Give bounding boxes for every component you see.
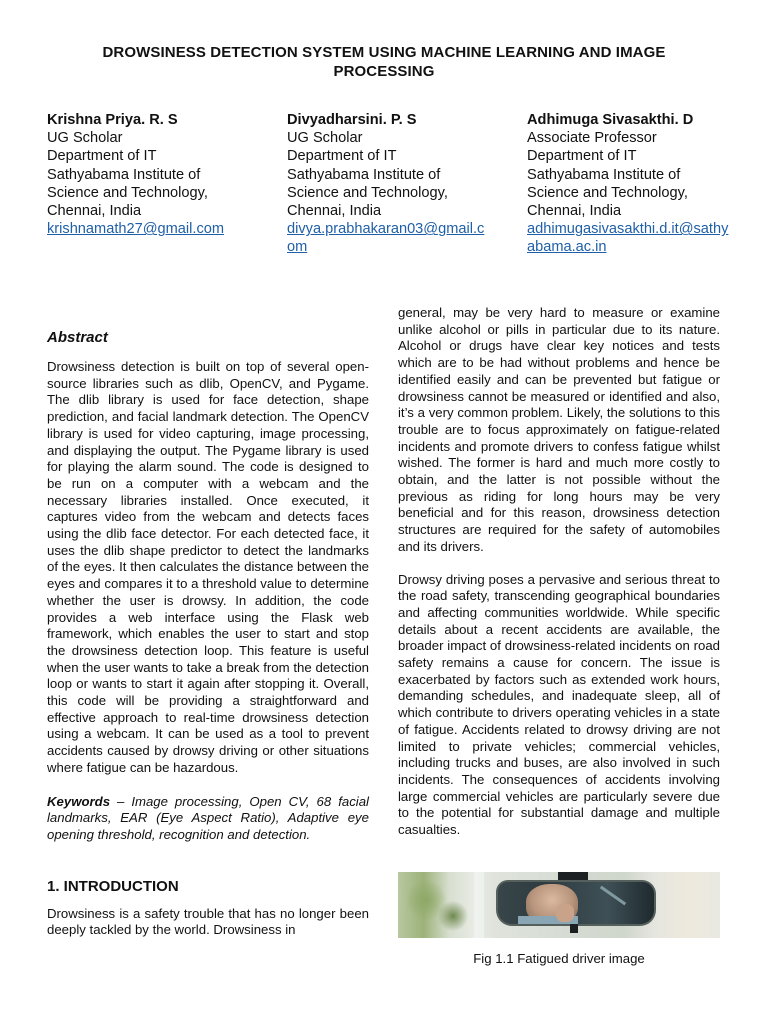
author-department: Department of IT bbox=[47, 148, 157, 165]
rear-view-mirror bbox=[498, 882, 654, 924]
author-block-1 bbox=[47, 111, 252, 238]
author-institute: Sathyabama Institute of bbox=[527, 166, 681, 183]
introduction-paragraph-2: Drowsy driving poses a pervasive and serious threat to the road safety, transcending geographical boundaries and affecting communities worldwide. While specific details about a recent accidents are available, the broader impact of drowsiness-related incidents on road safety remains a cause for concern. The issue is exacerbated by factors such as extended work hours, demanding schedules, and inadequate sleep, all of which contribute to drivers operating vehicles in a state of fatigue. Accidents related to drowsy driving are not limited to private vehicles; commercial vehicles, including trucks and buses, are also involved in such incidents. The consequences of accidents involving large commercial vehicles are particularly severe due to the potential for substantial damage and multiple casualties. bbox=[398, 571, 720, 838]
author-location: Chennai, India bbox=[287, 203, 382, 220]
keywords-label: Keywords bbox=[47, 793, 111, 809]
mirror-stem bbox=[570, 924, 578, 933]
introduction-heading: 1. INTRODUCTION bbox=[47, 877, 179, 895]
mirror-mount bbox=[558, 872, 588, 880]
left-column bbox=[47, 329, 369, 939]
author-email-link[interactable]: divya.prabhakaran03@gmail.com bbox=[287, 221, 485, 256]
author-name: Adhimuga Sivasakthi. D bbox=[527, 112, 694, 128]
driver-hand bbox=[556, 904, 574, 922]
paper-title: DROWSINESS DETECTION SYSTEM USING MACHINE LEARNING AND IMAGE PROCESSING bbox=[102, 44, 666, 80]
author-email-link[interactable]: adhimugasivasakthi.d.it@sathyabama.ac.in bbox=[527, 221, 729, 256]
fatigued-driver-figure bbox=[398, 872, 720, 938]
author-location: Chennai, India bbox=[47, 203, 142, 220]
author-institute-cont: Science and Technology, bbox=[47, 184, 208, 201]
author-institute-cont: Science and Technology, bbox=[287, 184, 448, 201]
keywords-separator: – bbox=[110, 793, 132, 809]
keywords-text: Image processing, Open CV, 68 facial landmarks, EAR (Eye Aspect Ratio), Adaptive eye opening threshold, recognition and detection. bbox=[47, 793, 369, 842]
right-column bbox=[398, 305, 720, 839]
author-institute-cont: Science and Technology, bbox=[527, 184, 688, 201]
author-role: UG Scholar bbox=[287, 130, 363, 147]
author-department: Department of IT bbox=[527, 148, 637, 165]
windshield-pillar bbox=[474, 872, 484, 938]
introduction-paragraph-start: Drowsiness is a safety trouble that has no longer been deeply tackled by the world. Drowsiness in bbox=[47, 905, 369, 938]
author-department: Department of IT bbox=[287, 148, 397, 165]
keywords bbox=[47, 794, 369, 844]
author-name: Divyadharsini. P. S bbox=[287, 112, 417, 128]
author-role: UG Scholar bbox=[47, 130, 123, 147]
author-name: Krishna Priya. R. S bbox=[47, 112, 178, 128]
abstract-text: Drowsiness detection is built on top of several open-source libraries such as dlib, OpenCV, and Pygame. The dlib library is used for face detection, shape prediction, and facial landmark detection. The OpenCV library is used for video capturing, image processing, and displaying the output. The Pygame library is used for playing the alarm sound. The code is designed to be run on a computer with a webcam and the necessary libraries installed. Once executed, it captures video from the webcam and detects faces using the dlib face detector. For each detected face, it uses the dlib shape predictor to detect the landmarks of the eyes. It then calculates the distance between the eyes and compares it to a threshold value to determine whether the user is drowsy. In addition, the code provides a web interface using the Flask web framework, which enables the user to start and stop the drowsiness detection loop. This feature is useful when the user wants to take a break from the detection loop or wants to start it again after stopping it. Overall, this code will be providing a straightforward and effective approach to real-time drowsiness detection using a webcam. It can be used as a tool to prevent accidents caused by drowsy driving or other situations where fatigue can be hazardous. bbox=[47, 359, 369, 775]
abstract-heading: Abstract bbox=[47, 329, 108, 346]
figure-caption: Fig 1.1 Fatigued driver image bbox=[473, 951, 645, 966]
author-institute: Sathyabama Institute of bbox=[47, 166, 201, 183]
introduction-paragraph-continued: general, may be very hard to measure or examine unlike alcohol or pills in particular due to its nature. Alcohol or drugs have clear key notices and tests which are to be had without problems and hence be identified easily and can be prevented but fatigue or drowsiness cannot be measured or identified and also, it’s a very common problem. Likely, the solutions to this trouble are to focus approximately on fatigue-related incidents and promote drivers to confess fatigue whilst wished. The former is hard and much more costly to obtain, and the latter is not possible without the previous as riding for long hours may be very beneficial and for this reason, drowsiness detection structures are required for the safety of automobiles and its drivers. bbox=[398, 305, 720, 554]
author-email-link[interactable]: krishnamath27@gmail.com bbox=[47, 221, 225, 238]
author-role: Associate Professor bbox=[527, 130, 657, 147]
foliage-blur bbox=[438, 900, 468, 932]
author-block-3 bbox=[527, 111, 732, 257]
author-block-2 bbox=[287, 111, 492, 257]
author-location: Chennai, India bbox=[527, 203, 622, 220]
author-institute: Sathyabama Institute of bbox=[287, 166, 441, 183]
